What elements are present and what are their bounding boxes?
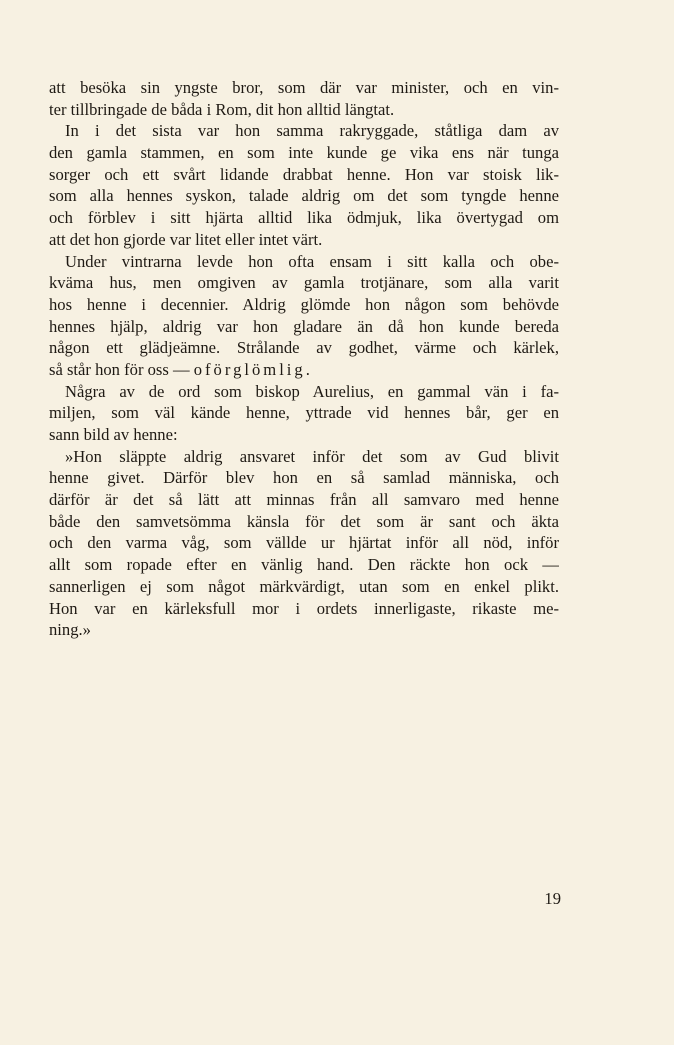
text-line: som alla hennes syskon, talade aldrig om det som tyngde henne [49,186,559,206]
text-line: sannerligen ej som något märkvärdigt, utan som en enkel plikt. [49,576,559,596]
text-line: Under vintrarna levde hon ofta ensam i sitt kalla och obe- [65,251,559,271]
text-line: ter tillbringade de båda i Rom, dit hon alltid längtat. [49,99,395,119]
page-number: 19 [544,889,561,908]
text-line: och förblev i sitt hjärta alltid lika ödmjuk, lika övertygad om [49,208,559,228]
text-line: allt som ropade efter en vänlig hand. Den räckte hon ock — [49,555,559,575]
text-line: någon ett glädjeämne. Strålande av godhet, värme och kärlek, [49,338,559,358]
text-line [49,359,559,381]
emphasized-word: oförglömlig [193,359,306,379]
text-line: ning.» [49,620,91,640]
text-line: Hon var en kärleksfull mor i ordets innerligaste, rikaste me- [49,598,559,618]
text-line: kväma hus, men omgiven av gamla trotjänare, som alla varit [49,273,559,293]
text-line: hos henne i decennier. Aldrig glömde hon någon som behövde [49,294,559,314]
text-line: att besöka sin yngste bror, som där var minister, och en vin- [49,78,559,97]
text-line: henne givet. Därför blev hon en så samlad människa, och [49,468,559,488]
text-line: hennes hjälp, aldrig var hon gladare än då hon kunde bereda [49,316,559,336]
text-line: Några av de ord som biskop Aurelius, en gammal vän i fa- [65,381,559,401]
text-line: sorger och ett svårt lidande drabbat henne. Hon var stoisk lik- [49,164,559,184]
text-line-end: . [305,359,310,379]
text-line: sann bild av henne: [49,425,178,444]
text-line: miljen, som väl kände henne, yttrade vid hennes bår, ger en [49,403,559,423]
text-line: och den varma våg, som vällde ur hjärtat inför all nöd, inför [49,533,559,553]
text-line: den gamla stammen, en som inte kunde ge vika ens när tunga [49,143,559,163]
text-line: In i det sista var hon samma rakryggade, ståtliga dam av [65,121,559,141]
body-text [49,77,559,641]
text-line-start: så står hon för oss — [49,359,190,379]
text-line: både den samvetsömma känsla för det som är sant och äkta [49,511,559,531]
text-line: därför är det så lätt att minnas från all samvaro med henne [49,490,559,510]
text-line: »Hon släppte aldrig ansvaret inför det som av Gud blivit [65,446,559,466]
text-line: att det hon gjorde var litet eller intet värt. [49,229,323,249]
